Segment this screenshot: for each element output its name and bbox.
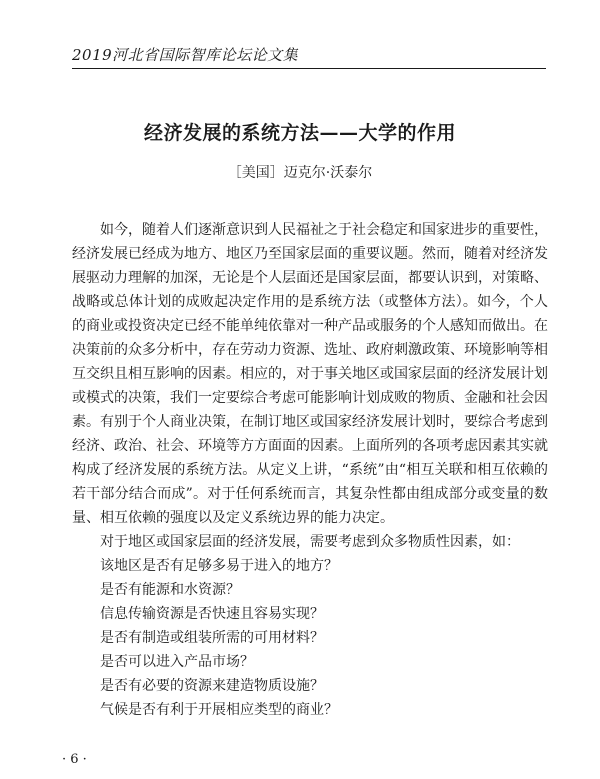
- article-body: [72, 218, 548, 722]
- article-author: ［美国］迈克尔·沃泰尔: [227, 165, 373, 181]
- body-paragraph: 如今，随着人们逐渐意识到人民福祉之于社会稳定和国家进步的重要性，经济发展已经成为地方、地区乃至国家层面的重要议题。然而，随着对经济发展驱动力理解的加深，无论是个人层面还是国家层面，都要认识到，对策略、战略或总体计划的成败起决定作用的是系统方法（或整体方法）。如今，个人的商业或投资决定已经不能单纯依靠对一种产品或服务的个人感知而做出。在决策前的众多分析中，存在劳动力资源、选址、政府刺激政策、环境影响等相互交织且相互影响的因素。相应的，对于事关地区或国家层面的经济发展计划或模式的决策，我们一定要综合考虑可能影响计划成败的物质、金融和社会因素。有别于个人商业决策，在制订地区或国家经济发展计划时，要综合考虑到经济、政治、社会、环境等方方面面的因素。上面所列的各项考虑因素其实就构成了经济发展的系统方法。从定义上讲，“系统”由“相互关联和相互依赖的若干部分结合而成”。对于任何系统而言，其复杂性都由组成部分或变量的数量、相互依赖的强度以及定义系统边界的能力决定。: [72, 222, 548, 526]
- question-item: 是否有制造或组装所需的可用材料？: [100, 630, 324, 646]
- header-rule: [72, 68, 546, 69]
- question-item: 信息传输资源是否快速且容易实现？: [100, 606, 324, 622]
- question-item: 气候是否有利于开展相应类型的商业？: [100, 702, 338, 718]
- body-paragraph: 对于地区或国家层面的经济发展，需要考虑到众多物质性因素，如：: [100, 534, 520, 550]
- question-item: 是否有必要的资源来建造物质设施？: [100, 678, 324, 694]
- article-title: 经济发展的系统方法——大学的作用: [143, 122, 456, 144]
- page-number: · 6 ·: [62, 752, 87, 767]
- running-header: 2019河北省国际智库论坛论文集: [72, 46, 299, 64]
- question-item: 是否有能源和水资源？: [100, 582, 240, 598]
- question-item: 是否可以进入产品市场？: [100, 654, 254, 670]
- question-item: 该地区是否有足够多易于进入的地方？: [100, 558, 338, 574]
